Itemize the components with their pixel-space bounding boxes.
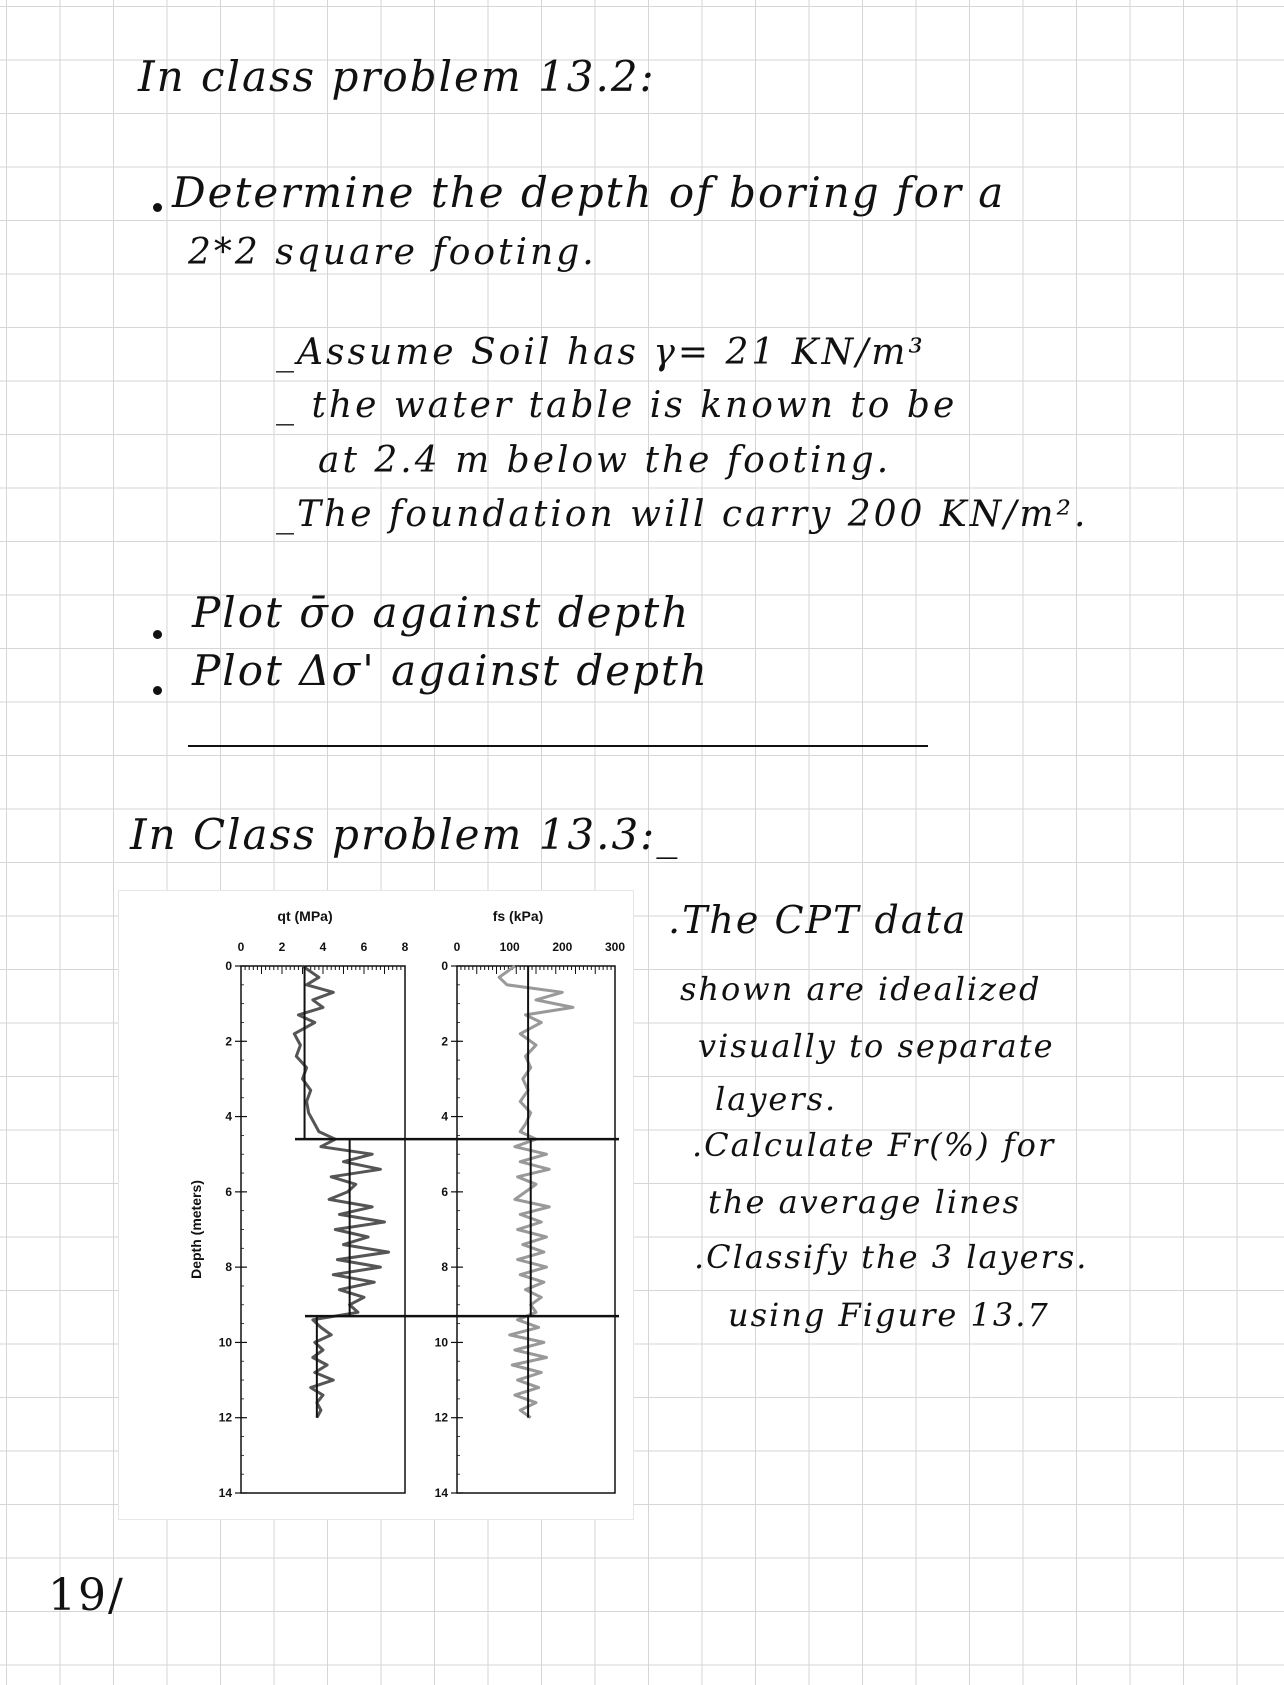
y-tick-label-qt: 0 bbox=[225, 959, 232, 973]
x-tick-label-qt: 2 bbox=[278, 940, 286, 954]
problem-13-3-line-7: .Classify the 3 layers. bbox=[694, 1238, 1089, 1276]
problem-13-3-line-8: using Figure 13.7 bbox=[728, 1296, 1050, 1334]
x-tick-label-fs: 200 bbox=[552, 940, 573, 954]
assumption-water-table-depth: at 2.4 m below the footing. bbox=[318, 440, 892, 481]
y-tick-label-fs: 10 bbox=[434, 1335, 448, 1350]
section-title-13-3: In Class problem 13.3:_ bbox=[130, 810, 680, 859]
axis-title-qt: qt (MPa) bbox=[277, 908, 333, 924]
x-tick-label-fs: 0 bbox=[453, 940, 461, 954]
plot-instruction-2: Plot Δσ' against depth bbox=[192, 646, 709, 695]
section-divider bbox=[188, 745, 928, 747]
problem-13-3-line-1: .The CPT data bbox=[668, 898, 968, 942]
page-title: In class problem 13.2: bbox=[138, 52, 656, 101]
y-axis-label: Depth (meters) bbox=[188, 1180, 204, 1279]
x-tick-label-qt: 8 bbox=[401, 940, 409, 954]
bullet-dot bbox=[153, 630, 162, 639]
assumption-water-table: _ the water table is known to be bbox=[276, 385, 958, 426]
y-tick-label-qt: 2 bbox=[225, 1034, 232, 1049]
y-tick-label-fs: 6 bbox=[441, 1184, 448, 1199]
profile-line-qt bbox=[294, 966, 388, 1418]
y-tick-label-qt: 6 bbox=[225, 1184, 232, 1199]
problem-13-3-line-2: shown are idealized bbox=[680, 970, 1042, 1008]
y-tick-label-fs: 2 bbox=[441, 1034, 448, 1049]
y-tick-label-qt: 4 bbox=[225, 1109, 232, 1124]
problem-13-2-bullet-1: Determine the depth of boring for a bbox=[172, 168, 1006, 217]
x-tick-label-qt: 6 bbox=[360, 940, 368, 954]
assumption-foundation-load: _The foundation will carry 200 KN/m². bbox=[276, 494, 1089, 535]
cpt-chart-svg bbox=[119, 891, 633, 1519]
plot-frame-qt bbox=[241, 966, 405, 1493]
y-tick-label-qt: 8 bbox=[225, 1260, 232, 1275]
problem-13-3-line-5: .Calculate Fr(%) for bbox=[692, 1126, 1056, 1164]
page-number: 19/ bbox=[48, 1570, 125, 1621]
y-tick-label-fs: 0 bbox=[441, 959, 448, 973]
problem-13-3-line-4: layers. bbox=[715, 1080, 838, 1118]
x-tick-label-fs: 300 bbox=[604, 940, 626, 954]
problem-13-3-line-6: the average lines bbox=[708, 1183, 1022, 1221]
problem-13-3-line-3: visually to separate bbox=[698, 1027, 1055, 1065]
bullet-dot bbox=[153, 686, 162, 695]
x-tick-label-qt: 4 bbox=[319, 940, 327, 954]
y-tick-label-fs: 14 bbox=[434, 1486, 448, 1500]
y-tick-label-fs: 12 bbox=[434, 1410, 448, 1425]
assumption-unit-weight: _Assume Soil has γ= 21 KN/m³ bbox=[276, 332, 926, 373]
plot-instruction-1: Plot σ̄o against depth bbox=[192, 588, 691, 637]
y-tick-label-qt: 14 bbox=[218, 1486, 232, 1500]
axis-title-fs: fs (kPa) bbox=[492, 908, 544, 924]
cpt-figure bbox=[118, 890, 634, 1520]
y-tick-label-fs: 8 bbox=[441, 1260, 448, 1275]
problem-13-2-bullet-1-cont: 2*2 square footing. bbox=[188, 232, 597, 273]
bullet-dot bbox=[153, 203, 162, 212]
x-tick-label-fs: 100 bbox=[499, 940, 520, 954]
y-tick-label-fs: 4 bbox=[441, 1109, 448, 1124]
y-tick-label-qt: 12 bbox=[218, 1410, 232, 1425]
profile-line-fs bbox=[499, 966, 573, 1418]
y-tick-label-qt: 10 bbox=[218, 1335, 232, 1350]
x-tick-label-qt: 0 bbox=[237, 940, 245, 954]
